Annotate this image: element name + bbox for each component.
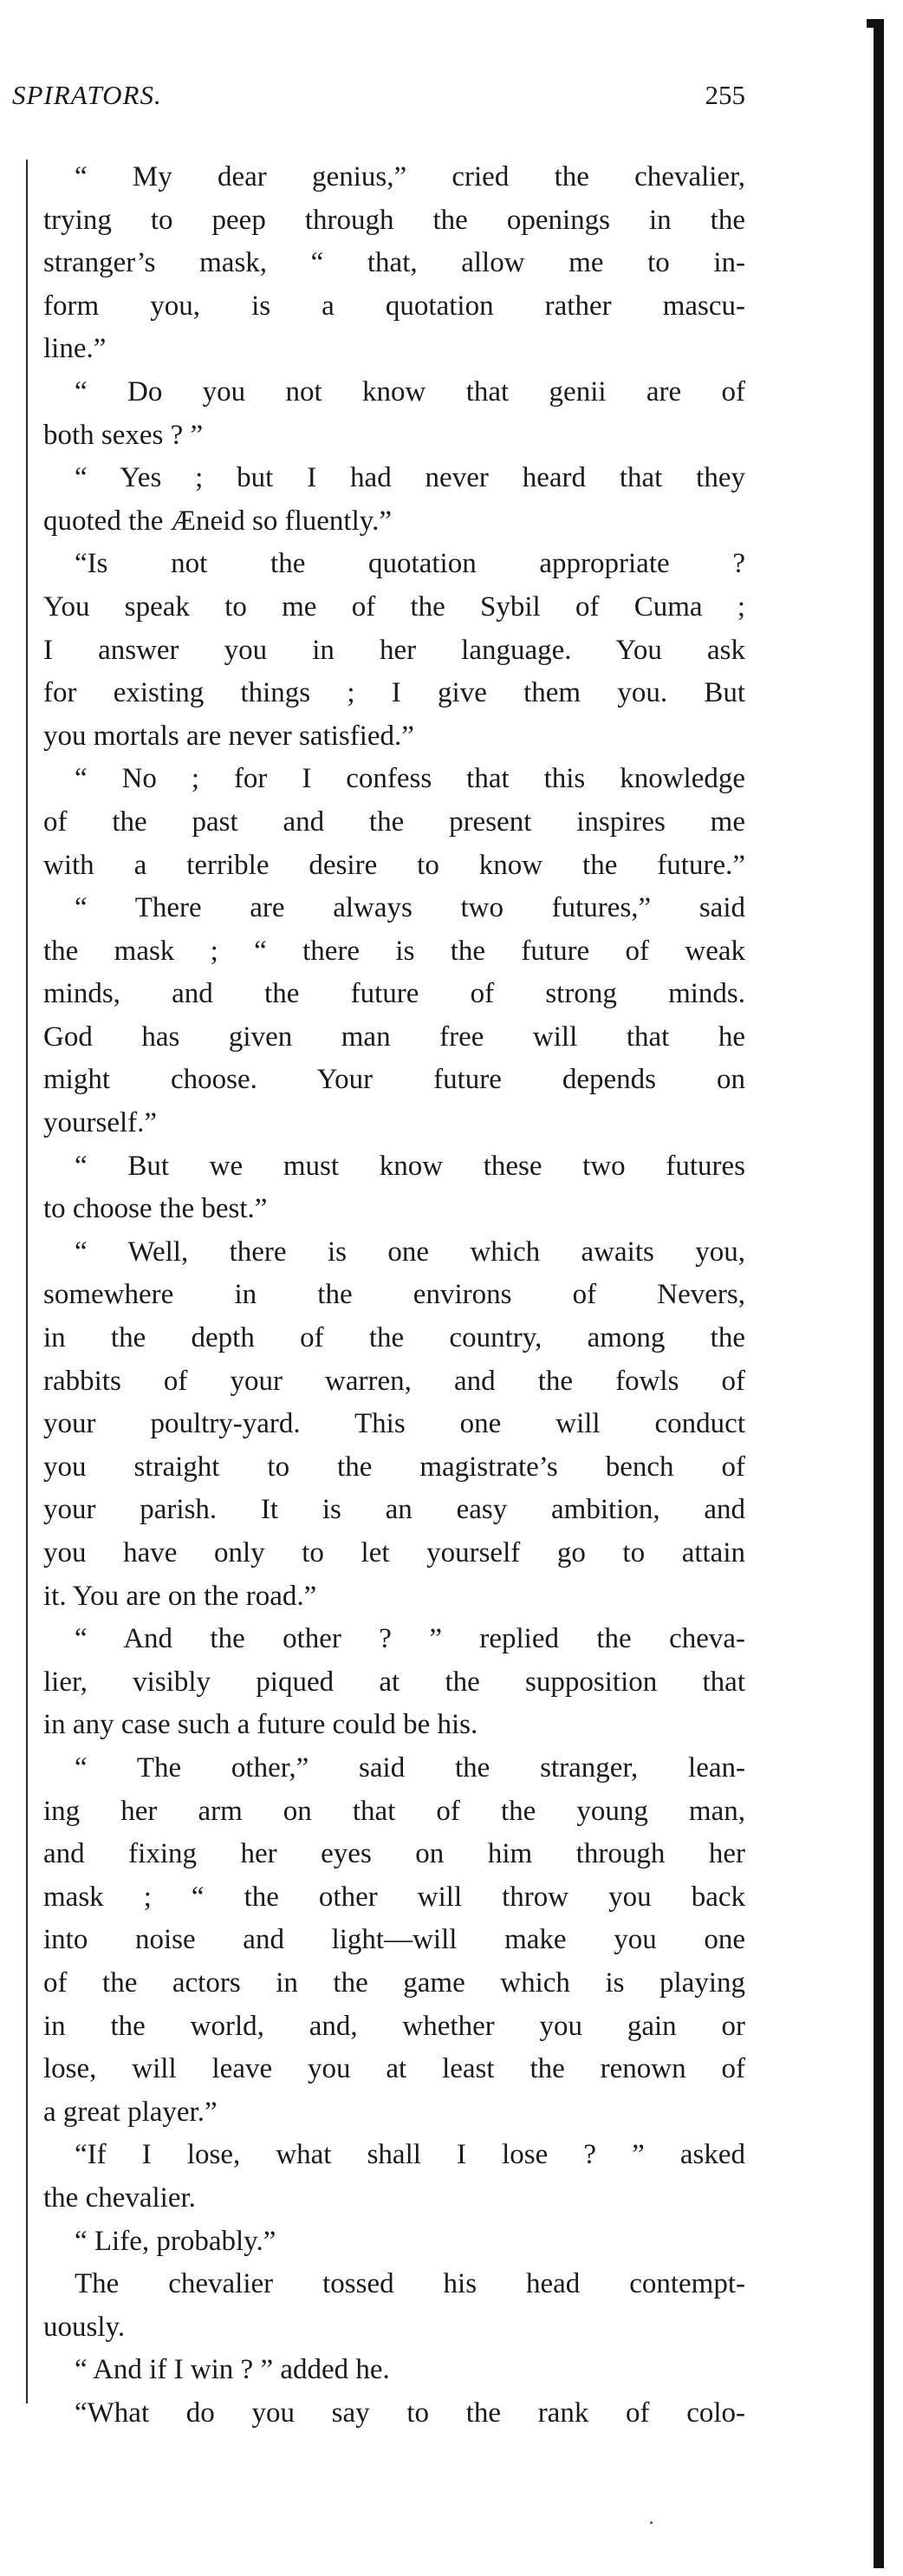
text-line: “Is not the quotation appropriate ? <box>75 548 745 580</box>
text-line: you mortals are never satisfied.” <box>43 720 414 752</box>
text-line: with a terrible desire to know the future.” <box>43 849 745 881</box>
text-line: stranger’s mask, “ that, allow me to in- <box>43 247 745 279</box>
text-line: you have only to let yourself go to attain <box>43 1537 745 1568</box>
text-line: “ And if I win ? ” added he. <box>75 2354 390 2386</box>
text-line: your poultry-yard. This one will conduct <box>43 1408 745 1440</box>
text-line: in the depth of the country, among the <box>43 1322 745 1354</box>
text-line: might choose. Your future depends on <box>43 1064 745 1096</box>
text-line: “ My dear genius,” cried the chevalier, <box>75 161 745 192</box>
text-line: “ There are always two futures,” said <box>75 892 745 924</box>
text-line: You speak to me of the Sybil of Cuma ; <box>43 590 745 623</box>
text-line: for existing things ; I give them you. But <box>43 677 745 709</box>
text-line: both sexes ? ” <box>43 419 204 451</box>
text-line: The chevalier tossed his head contempt- <box>75 2268 745 2300</box>
text-line: of the actors in the game which is playing <box>43 1966 745 1999</box>
text-line: somewhere in the environs of Nevers, <box>43 1279 745 1311</box>
scan-speck <box>650 2521 653 2524</box>
text-line: in any case such a future could be his. <box>43 1709 478 1741</box>
text-line: into noise and light—will make you one <box>43 1924 745 1956</box>
text-line: “ Do you not know that genii are of <box>75 375 745 408</box>
text-line: “ And the other ? ” replied the cheva- <box>75 1623 745 1655</box>
text-line: “If I lose, what shall I lose ? ” asked <box>75 2139 745 2171</box>
text-line: in the world, and, whether you gain or <box>43 2010 745 2042</box>
page-header <box>12 80 745 118</box>
text-line: “What do you say to the rank of colo- <box>75 2397 745 2429</box>
text-line: lier, visibly piqued at the supposition that <box>43 1666 745 1698</box>
text-line: your parish. It is an easy ambition, and <box>43 1494 745 1526</box>
text-line: of the past and the present inspires me <box>43 805 745 838</box>
text-line: the chevalier. <box>43 2181 196 2214</box>
text-line: mask ; “ the other will throw you back <box>43 1881 745 1913</box>
text-line: form you, is a quotation rather mascu- <box>43 290 745 322</box>
text-line: “ But we must know these two futures <box>75 1150 745 1182</box>
body-text <box>43 156 745 2435</box>
text-line: “ Well, there is one which awaits you, <box>75 1236 745 1268</box>
text-line: quoted the Æneid so fluently.” <box>43 505 393 537</box>
text-line: and fixing her eyes on him through her <box>43 1838 745 1870</box>
text-line: rabbits of your warren, and the fowls of <box>43 1365 745 1397</box>
text-line: trying to peep through the openings in the <box>43 204 745 236</box>
text-line: lose, will leave you at least the renown of <box>43 2053 745 2085</box>
gutter-rule <box>874 19 884 2568</box>
text-line: a great player.” <box>43 2096 218 2128</box>
gutter-rule-cap <box>867 19 874 28</box>
text-line: ing her arm on that of the young man, <box>43 1795 745 1827</box>
text-line: it. You are on the road.” <box>43 1580 317 1612</box>
running-head: SPIRATORS. <box>12 80 162 110</box>
text-line: yourself.” <box>43 1107 158 1139</box>
text-line: minds, and the future of strong minds. <box>43 978 745 1010</box>
text-line: you straight to the magistrate’s bench of <box>43 1451 745 1483</box>
text-line: “ The other,” said the stranger, lean- <box>75 1751 745 1784</box>
text-line: God has given man free will that he <box>43 1021 745 1053</box>
text-line: to choose the best.” <box>43 1193 268 1225</box>
text-line: I answer you in her language. You ask <box>43 634 745 666</box>
left-margin-rule <box>26 160 28 2403</box>
text-line: uously. <box>43 2311 126 2343</box>
text-line: line.” <box>43 333 107 365</box>
text-line: “ Life, probably.” <box>75 2225 276 2257</box>
text-line: the mask ; “ there is the future of weak <box>43 935 745 967</box>
text-line: “ No ; for I confess that this knowledge <box>75 763 745 795</box>
page-number: 255 <box>705 80 745 110</box>
text-line: “ Yes ; but I had never heard that they <box>75 462 745 494</box>
